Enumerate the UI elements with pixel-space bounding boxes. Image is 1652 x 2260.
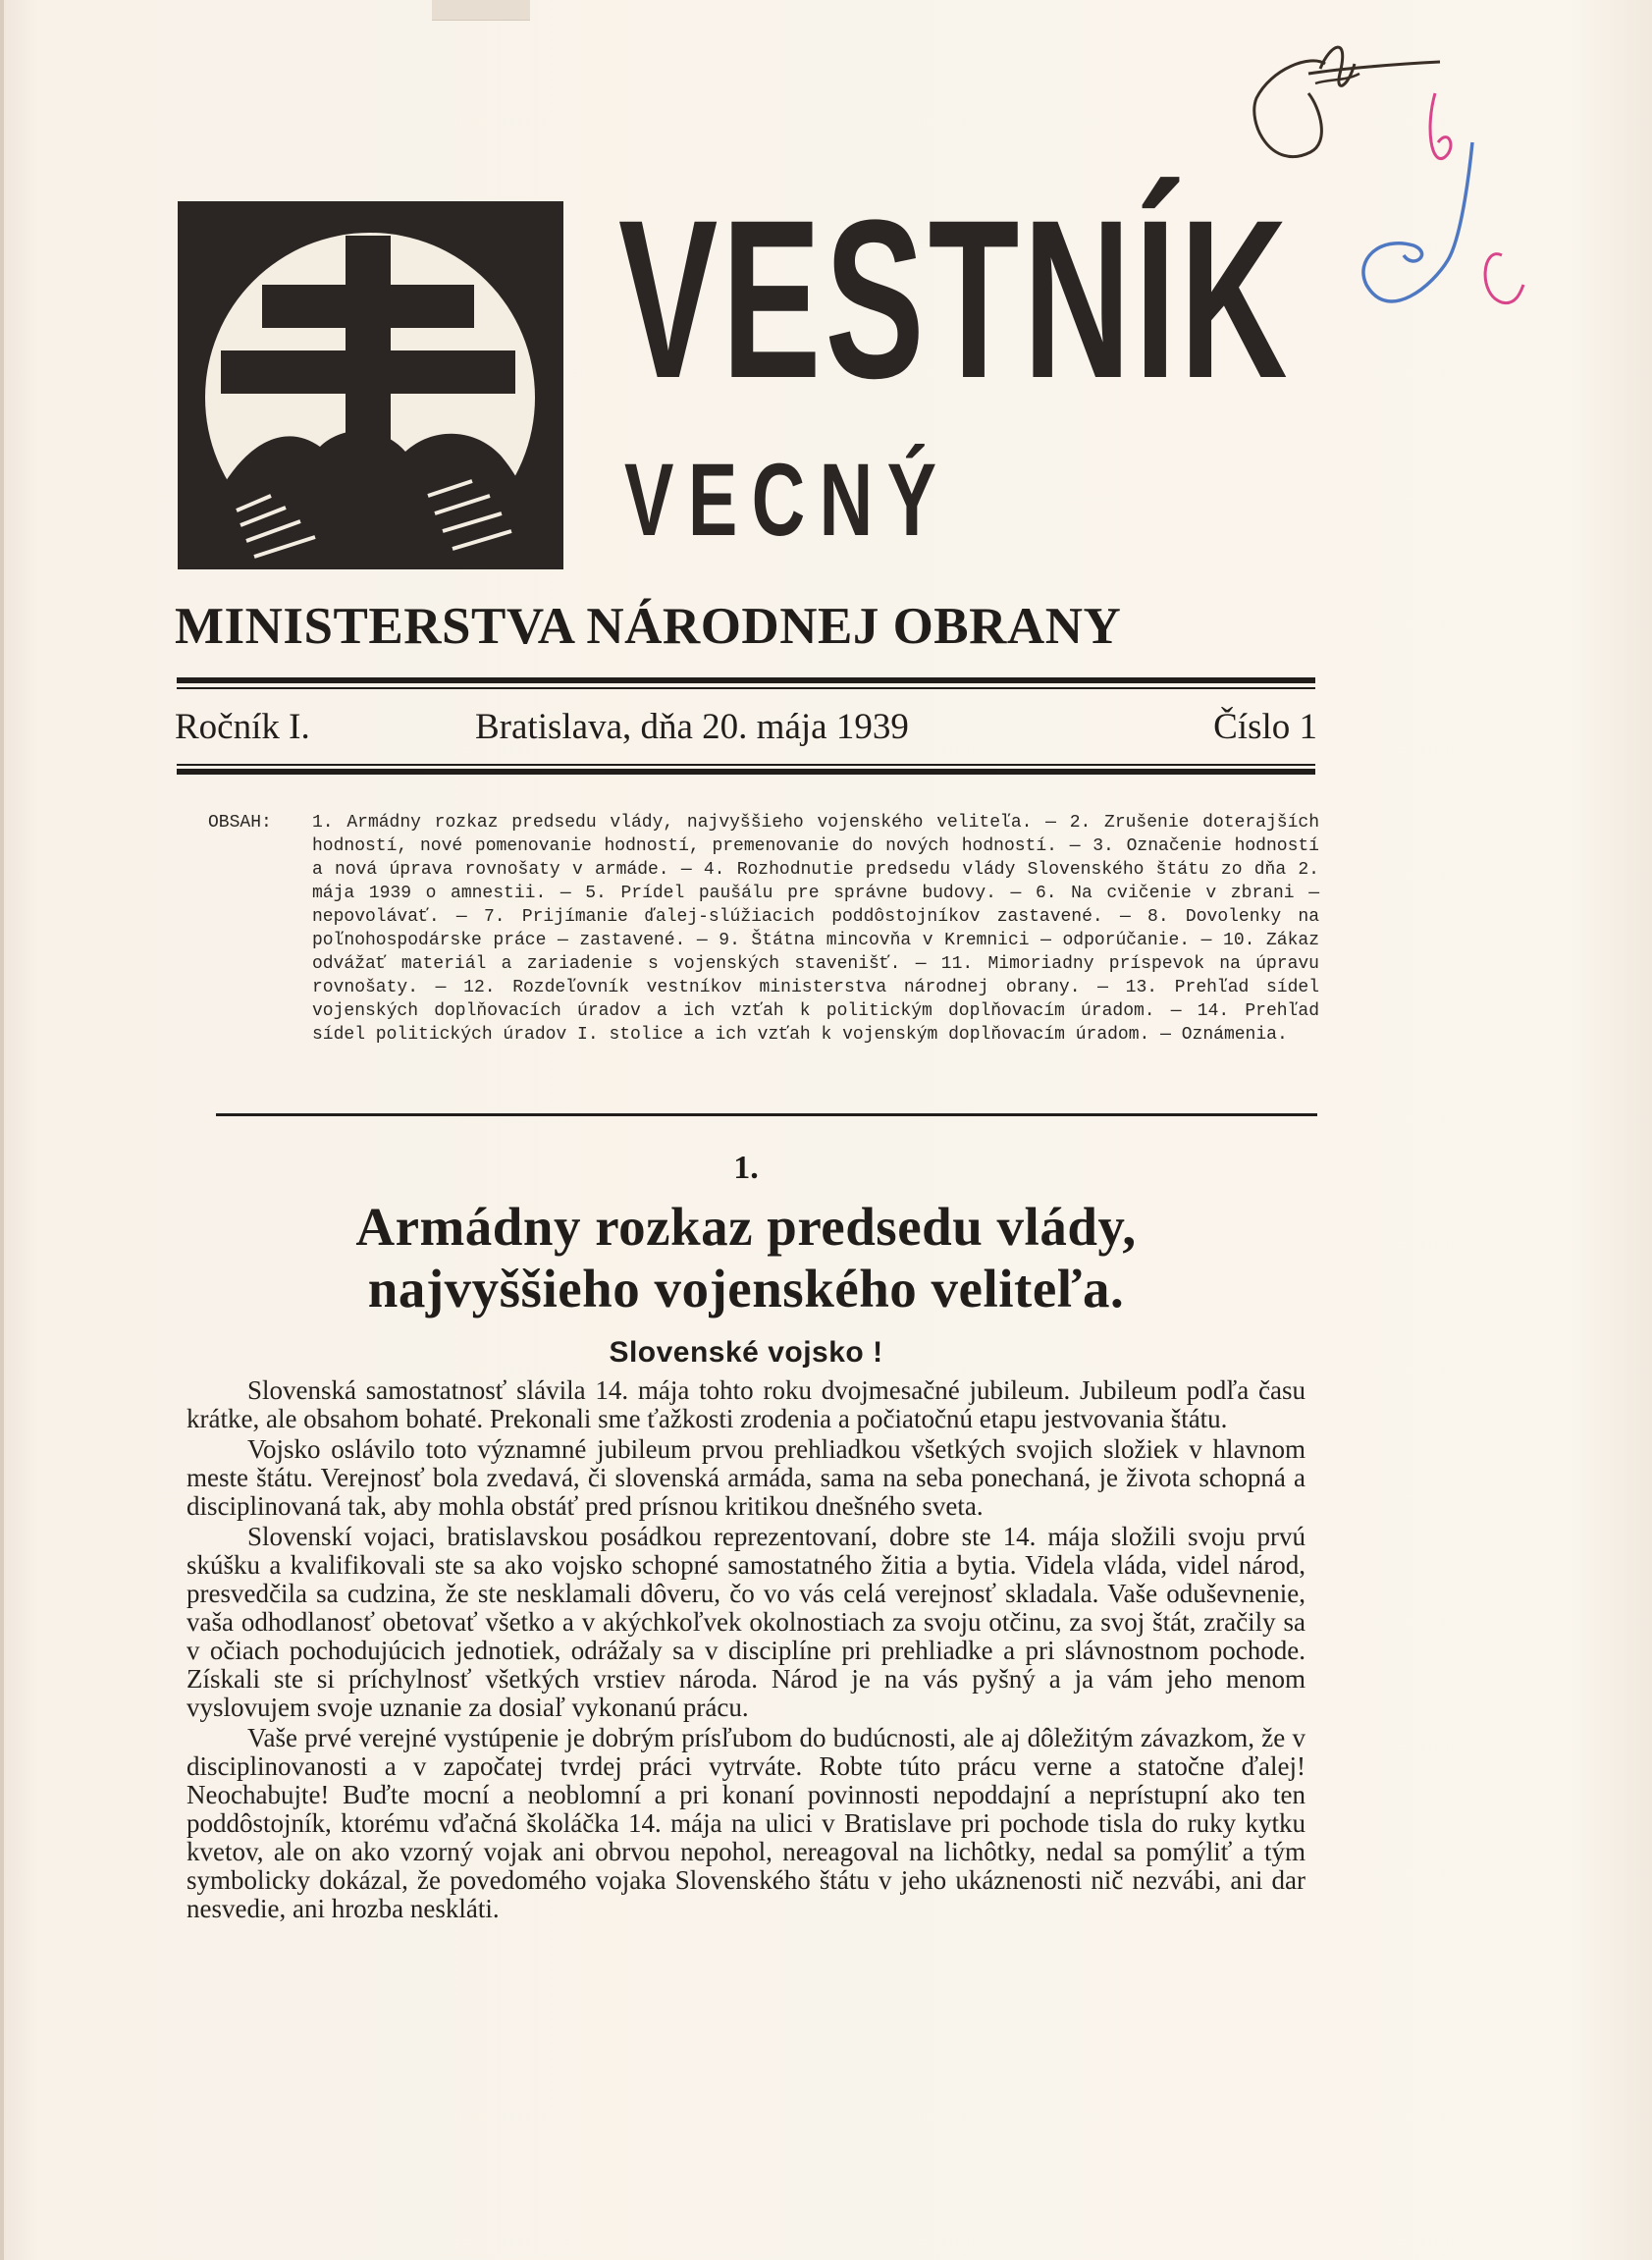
article-title: Armádny rozkaz predsedu vlády, najvyššieho vojenského veliteľa. (355, 1197, 1137, 1318)
contents-label: OBSAH: (208, 813, 272, 833)
divider (177, 764, 1315, 766)
article-paragraph: Vojsko oslávilo toto významné jubileum prvou prehliadkou všetkých svojich složiek v hlavnom meste štátu. Verejnosť bola zvedavá, či slovenská armáda, sama na seba ponechaná, je života schopná a disciplinovaná tak, aby mohla obstáť pred prísnou kritikou dnešného sveta. (187, 1434, 1306, 1521)
volume-label: Ročník I. (175, 707, 310, 747)
place-date: Bratislava, dňa 20. mája 1939 (475, 707, 909, 747)
divider (177, 769, 1315, 775)
article-subtitle: Slovenské vojsko ! (609, 1336, 883, 1369)
divider (177, 687, 1315, 689)
double-cross-emblem (178, 201, 563, 569)
contents-text: 1. Armádny rozkaz predsedu vlády, najvyššieho vojenského veliteľa. — 2. Zrušenie doterajších hodností, nové pomenovanie hodností, premenovanie do nových hodností. — 3. Označenie hodností a nová úprava rovnošaty v armáde. — 4. Rozhodnutie predsedu vlády Slovenského štátu zo dňa 2. mája 1939 o amnestii. — 5. Prídel paušálu pre správne budovy. — 6. Na cvičenie v zbrani — nepovolávať. — 7. Prijímanie ďalej-slúžiacich poddôstojníkov zastavené. — 8. Dovolenky na poľnohospodárske práce — zastavené. — 9. Štátna mincovňa v Kremnici — odporúčanie. — 10. Zákaz odvážať materiál a zariadenie s vojenských stavenišť. — 11. Mimoriadny príspevok na úpravu rovnošaty. — 12. Rozdeľovník vestníkov ministerstva národnej obrany. — 13. Prehľad sídel vojenských doplňovacích úradov a ich vzťah k politickým doplňovacím úradom. — 14. Prehľad sídel politických úradov I. stolice a ich vzťah k vojenským doplňovacím úradom. — Oznámenia. (312, 813, 1319, 1045)
double-cross-mountains-icon (178, 201, 563, 569)
article-paragraph: Slovenskí vojaci, bratislavskou posádkou reprezentovaní, dobre ste 14. mája složili svoju prvú skúšku a kvalifikovali ste sa ako vojsko schopné samostatného žitia a bytia. Videla vláda, videl národ, presvedčila sa cudzina, že ste nesklamali dôveru, čo vo vás celá verejnosť skladala. Vaše oduševnenie, vaša odhodlanosť obetovať všetko a v akýchkoľvek okolnostiach za svoju otčinu, za svoj štát, zračily sa v očiach pochodujúcich jednotiek, odrážaly sa v disciplíne pri prehliadke a pri slávnostnom pochode. Získali ste si príchylnosť všetkých vrstiev národa. Národ je na vás pyšný a ja vám jeho menom vyslovujem svoje uznanie za dosiaľ vykonanú prácu. (187, 1522, 1306, 1722)
handwritten-pencil-marks (1355, 88, 1571, 344)
article-body (187, 1376, 1306, 1925)
divider (177, 677, 1315, 683)
article-paragraph: Vaše prvé verejné vystúpenie je dobrým prísľubom do budúcnosti, ale aj dôležitým závazkom, že v disciplinovanosti a v započatej tvrdej práci vytrváte. Robte túto prácu verne a statočne ďalej! Neochabujte! Buďte mocní a neoblomní a pri konaní povinnosti nepoddajní a neprístupní ako ten poddôstojník, ktorému vďačná školáčka 14. mája na ulici v Bratislave pri pochode tisla do ruky kytku kvetov, ale on ako vzorný vojak ani obrvou nepohol, nereagoval na lichôtky, nedal sa pomýliť a tým symbolicky dokázal, že povedomého vojaka Slovenského štátu v jeho ukáznenosti nič nezvábi, ani dar nesvedie, ani hrozba neskláti. (187, 1723, 1306, 1923)
issue-number: Číslo 1 (1213, 707, 1317, 747)
page-edge (0, 0, 4, 2260)
ministry-heading: MINISTERSTVA NÁRODNEJ OBRANY (175, 598, 1122, 655)
torn-corner (432, 0, 530, 21)
divider (216, 1113, 1317, 1116)
article-number: 1. (733, 1150, 759, 1186)
masthead-subtitle: VECNÝ (624, 443, 951, 558)
issue-info-row (175, 703, 1317, 752)
masthead-title: VESTNÍK (618, 173, 1292, 425)
article-paragraph: Slovenská samostatnosť slávila 14. mája tohto roku dvojmesačné jubileum. Jubileum podľa času krátke, ale obsahom bohaté. Prekonali sme ťažkosti zrodenia a počiatočnú etapu jestvovania štátu. (187, 1375, 1306, 1433)
